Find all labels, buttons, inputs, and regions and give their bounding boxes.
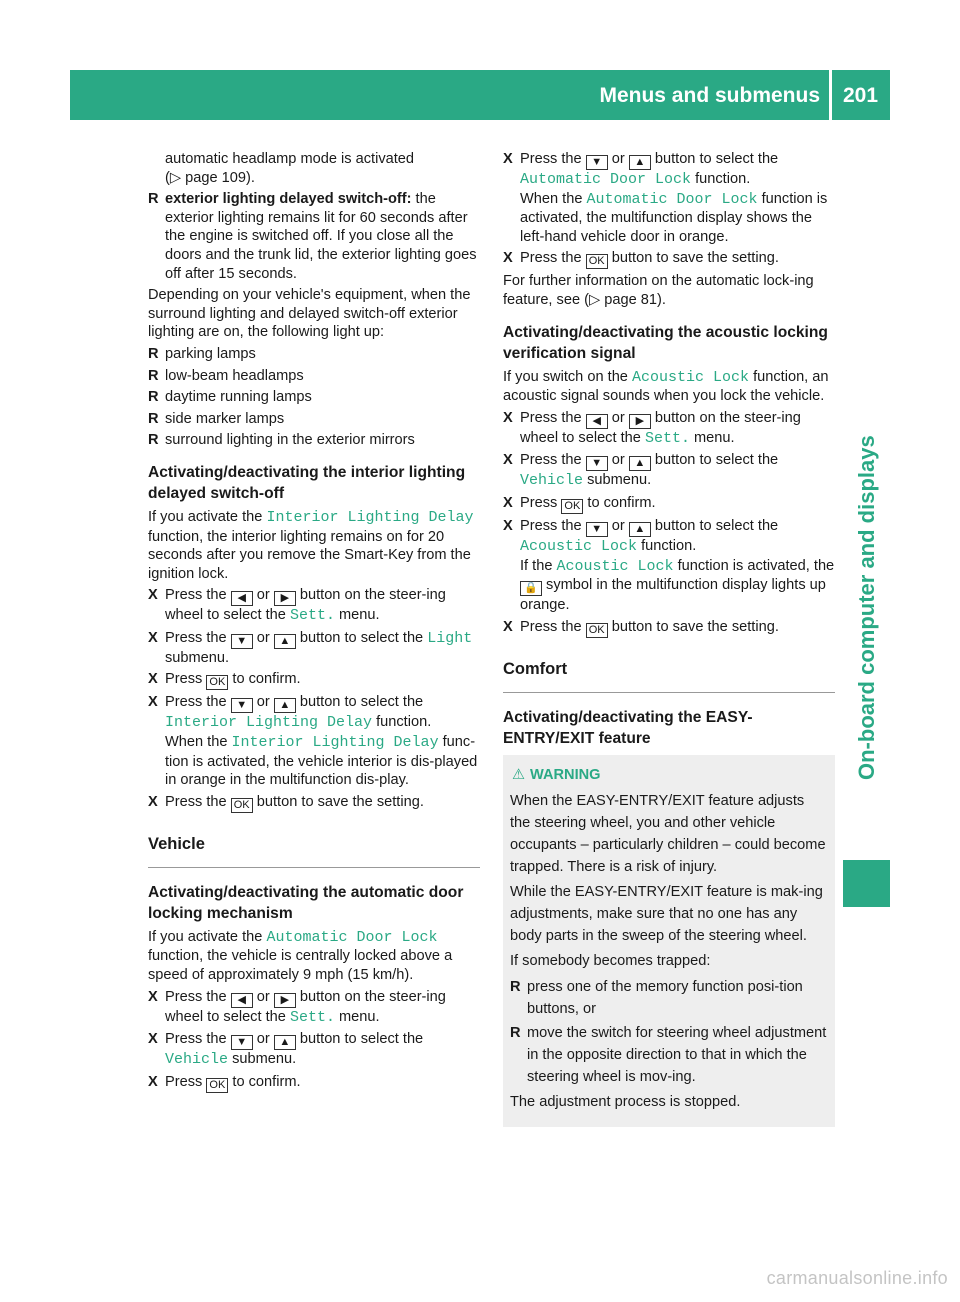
bullet-exterior-lighting: R exterior lighting delayed switch-off: the exterior lighting remains lit for 60 seconds after the engine is switched off. If you close all the doors and the trunk lid, the exterior lighting goes off after 15 seconds.	[148, 191, 477, 282]
left-arrow-button: ◀	[231, 591, 253, 606]
warning-title: ⚠ WARNING	[510, 765, 828, 787]
header-divider	[829, 70, 832, 120]
list-item: R daytime running lamps	[148, 389, 312, 406]
step-item: X Press OK to confirm.	[148, 1073, 301, 1091]
up-arrow-button: ▲	[629, 522, 651, 537]
warning-paragraph: If somebody becomes trapped:	[510, 953, 711, 970]
comfort-heading: Comfort	[503, 658, 835, 693]
step-item: X Press the ▼ or ▲ button to select the Automatic Door Lock function. When the Automatic Door Lock function is activated, the multifunction display shows the left-hand vehicle door in orange.	[503, 151, 828, 245]
down-arrow-button: ▼	[231, 698, 253, 713]
auto-lock-heading: Activating/deactivating the automatic door locking mechanism	[148, 883, 464, 922]
step-item: X Press the OK button to save the setting.	[503, 618, 779, 636]
page-title: Menus and submenus	[599, 84, 820, 107]
up-arrow-button: ▲	[629, 456, 651, 471]
step-item: X Press the OK button to save the setting.	[503, 250, 779, 268]
warning-paragraph: The adjustment process is stopped.	[510, 1093, 741, 1110]
step-item: X Press the ◀ or ▶ button on the steer-ing wheel to select the Sett. menu.	[503, 409, 801, 447]
interior-heading: Activating/deactivating the interior lighting delayed switch-off	[148, 463, 466, 502]
down-arrow-button: ▼	[231, 1035, 253, 1050]
step-item: X Press OK to confirm.	[148, 671, 301, 689]
up-arrow-button: ▲	[629, 155, 651, 170]
right-arrow-button: ▶	[629, 414, 651, 429]
acoustic-intro: If you switch on the Acoustic Lock function, an acoustic signal sounds when you lock the vehicle.	[503, 368, 829, 405]
list-item: R move the switch for steering wheel adjustment in the opposite direction to that in which the steering wheel is mov-ing.	[510, 1025, 827, 1085]
down-arrow-button: ▼	[586, 522, 608, 537]
ok-button: OK	[206, 675, 228, 690]
ok-button: OK	[586, 623, 608, 638]
vehicle-heading: Vehicle	[148, 833, 480, 868]
interior-intro: If you activate the Interior Lighting Delay function, the interior lighting remains on for 20 seconds after you remove the Smart-Key from the ignition lock.	[148, 508, 474, 582]
intro-line: automatic headlamp mode is activated (▷ page 109).	[165, 151, 415, 186]
up-arrow-button: ▲	[274, 1035, 296, 1050]
depending-paragraph: Depending on your vehicle's equipment, when the surround lighting and delayed switch-off exterior lighting are on, the following light up:	[148, 287, 471, 341]
watermark: carmanualsonline.info	[766, 1268, 948, 1288]
ok-button: OK	[231, 798, 253, 813]
right-arrow-button: ▶	[274, 993, 296, 1008]
step-item: X Press the OK button to save the setting.	[148, 793, 424, 811]
step-item: X Press the ▼ or ▲ button to select the Acoustic Lock function. If the Acoustic Lock function is activated, the 🔒 symbol in the multifunction display lights up orange.	[503, 517, 835, 614]
left-column	[148, 150, 480, 1096]
up-arrow-button: ▲	[274, 698, 296, 713]
ok-button: OK	[561, 499, 583, 514]
list-item: R press one of the memory function posi-tion buttons, or	[510, 979, 803, 1017]
easy-entry-heading: Activating/deactivating the EASY-ENTRY/EXIT feature	[503, 708, 753, 747]
lock-icon: 🔒	[520, 581, 542, 596]
page-number: 201	[843, 84, 879, 107]
down-arrow-button: ▼	[586, 155, 608, 170]
ok-button: OK	[206, 1078, 228, 1093]
step-item: X Press the ◀ or ▶ button on the steer-ing wheel to select the Sett. menu.	[148, 587, 446, 625]
list-item: R side marker lamps	[148, 410, 285, 427]
step-item: X Press the ▼ or ▲ button to select the Vehicle submenu.	[148, 1031, 424, 1069]
warning-paragraph: While the EASY-ENTRY/EXIT feature is mak-ing adjustments, make sure that no one has any body parts in the sweep of the steering wheel.	[510, 884, 823, 944]
down-arrow-button: ▼	[586, 456, 608, 471]
ok-button: OK	[586, 254, 608, 269]
right-arrow-button: ▶	[274, 591, 296, 606]
right-column	[503, 150, 835, 1127]
left-arrow-button: ◀	[586, 414, 608, 429]
warning-paragraph: When the EASY-ENTRY/EXIT feature adjusts the steering wheel, you and other vehicle occupants – particularly children – could become trapped. There is a risk of injury.	[510, 793, 826, 875]
left-arrow-button: ◀	[231, 993, 253, 1008]
step-item: X Press OK to confirm.	[503, 494, 656, 512]
step-item: X Press the ▼ or ▲ button to select the Interior Lighting Delay function. When the Interior Lighting Delay func-tion is activated, the vehicle interior is dis-played in orange in the multifunction dis-play.	[148, 694, 478, 789]
side-tab-label: On-board computer and displays	[854, 435, 879, 780]
down-arrow-button: ▼	[231, 634, 253, 649]
warning-icon: ⚠	[512, 766, 526, 783]
step-item: X Press the ◀ or ▶ button on the steer-ing wheel to select the Sett. menu.	[148, 988, 446, 1026]
list-item: R low-beam headlamps	[148, 367, 304, 384]
warning-box	[503, 755, 835, 1128]
list-item: R parking lamps	[148, 345, 256, 362]
further-info: For further information on the automatic lock-ing feature, see (▷ page 81).	[503, 273, 814, 308]
acoustic-heading: Activating/deactivating the acoustic locking verification signal	[503, 323, 828, 362]
auto-lock-intro: If you activate the Automatic Door Lock function, the vehicle is centrally locked above a speed of approximately 9 mph (15 km/h).	[148, 928, 453, 984]
list-item: R surround lighting in the exterior mirrors	[148, 432, 415, 449]
bullet-marker: R	[148, 191, 159, 208]
up-arrow-button: ▲	[274, 634, 296, 649]
side-tab-marker	[843, 860, 890, 907]
step-item: X Press the ▼ or ▲ button to select the Light submenu.	[148, 629, 473, 666]
step-item: X Press the ▼ or ▲ button to select the Vehicle submenu.	[503, 452, 779, 490]
